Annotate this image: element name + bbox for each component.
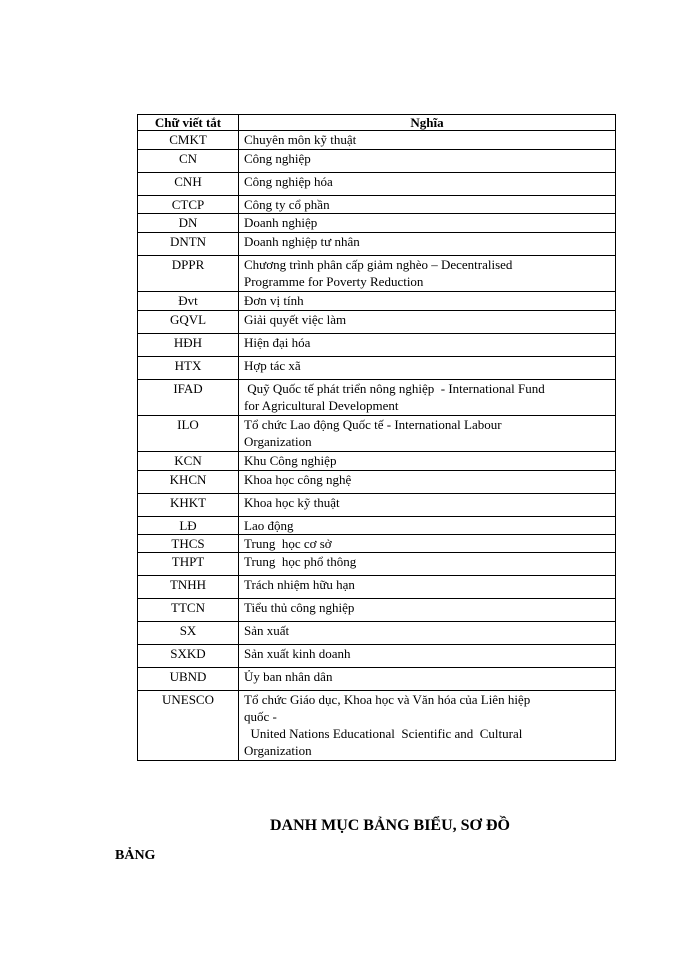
abbreviation-cell: LĐ: [138, 517, 239, 535]
table-row: [138, 553, 616, 576]
table-row: [138, 214, 616, 233]
meaning-cell: [239, 150, 616, 173]
abbreviation-cell: TNHH: [138, 576, 239, 599]
meaning-line: Chương trình phân cấp giảm nghèo – Decentralised: [244, 257, 513, 272]
table-row: [138, 334, 616, 357]
meaning-line: Công nghiệp: [244, 151, 311, 166]
abbreviation-cell: SX: [138, 622, 239, 645]
meaning-line: Chuyên môn kỹ thuật: [244, 132, 357, 147]
meaning-line: Quỹ Quốc tế phát triển nông nghiệp - International Fund: [244, 381, 545, 396]
abbreviation-cell: TTCN: [138, 599, 239, 622]
meaning-line: Sản xuất: [244, 623, 290, 638]
abbreviation-cell: KHCN: [138, 471, 239, 494]
abbreviation-cell: UBND: [138, 668, 239, 691]
meaning-cell: [239, 622, 616, 645]
table-row: [138, 535, 616, 553]
abbreviation-cell: IFAD: [138, 380, 239, 416]
meaning-cell: [239, 233, 616, 256]
abbreviation-cell: KCN: [138, 452, 239, 471]
table-row: [138, 357, 616, 380]
table-row: [138, 471, 616, 494]
meaning-line: Khoa học công nghệ: [244, 472, 352, 487]
meaning-line: Trung học phổ thông: [244, 554, 357, 569]
meaning-line: Giải quyết việc làm: [244, 312, 347, 327]
abbreviation-cell: GQVL: [138, 311, 239, 334]
table-row: [138, 494, 616, 517]
abbreviation-cell: THPT: [138, 553, 239, 576]
meaning-line: Trách nhiệm hữu hạn: [244, 577, 355, 592]
abbreviation-cell: THCS: [138, 535, 239, 553]
abbreviation-cell: UNESCO: [138, 691, 239, 761]
meaning-cell: [239, 196, 616, 214]
meaning-line: Doanh nghiệp: [244, 215, 318, 230]
meaning-cell: [239, 599, 616, 622]
meaning-cell: [239, 691, 616, 761]
abbreviation-cell: ILO: [138, 416, 239, 452]
meaning-line: Programme for Poverty Reduction: [244, 274, 424, 289]
meaning-cell: [239, 416, 616, 452]
meaning-cell: [239, 380, 616, 416]
table-row: [138, 196, 616, 214]
meaning-line: Khoa học kỹ thuật: [244, 495, 340, 510]
table-row: [138, 517, 616, 535]
meaning-cell: [239, 535, 616, 553]
meaning-line: Organization: [244, 434, 312, 449]
abbreviation-cell: HĐH: [138, 334, 239, 357]
table-row: [138, 380, 616, 416]
meaning-cell: [239, 311, 616, 334]
meaning-cell: [239, 214, 616, 233]
abbreviation-cell: KHKT: [138, 494, 239, 517]
meaning-cell: [239, 357, 616, 380]
meaning-cell: [239, 452, 616, 471]
meaning-cell: [239, 494, 616, 517]
meaning-line: Trung học cơ sở: [244, 536, 332, 551]
meaning-cell: [239, 173, 616, 196]
meaning-line: Tổ chức Giáo dục, Khoa học và Văn hóa của Liên hiệp: [244, 692, 531, 707]
table-header-row: [138, 115, 616, 131]
meaning-line: Tổ chức Lao động Quốc tế - International Labour: [244, 417, 502, 432]
abbreviation-cell: DNTN: [138, 233, 239, 256]
meaning-cell: [239, 256, 616, 292]
abbreviation-cell: CN: [138, 150, 239, 173]
section-heading: DANH MỤC BẢNG BIỂU, SƠ ĐỒ: [269, 817, 510, 834]
abbreviation-cell: SXKD: [138, 645, 239, 668]
meaning-line: Tiểu thủ công nghiệp: [244, 600, 355, 615]
sub-heading: BẢNG: [115, 848, 156, 863]
table-row: [138, 173, 616, 196]
table-row: [138, 311, 616, 334]
meaning-line: Hợp tác xã: [244, 358, 301, 373]
meaning-cell: [239, 645, 616, 668]
meaning-cell: [239, 131, 616, 150]
table-row: [138, 452, 616, 471]
meaning-cell: [239, 517, 616, 535]
abbreviation-cell: CTCP: [138, 196, 239, 214]
abbreviation-cell: DPPR: [138, 256, 239, 292]
meaning-line: quốc -: [244, 709, 277, 724]
header-meaning: Nghĩa: [239, 115, 616, 131]
meaning-line: Doanh nghiệp tư nhân: [244, 234, 360, 249]
meaning-line: United Nations Educational Scientific and Cultural: [244, 726, 523, 741]
abbreviation-cell: CNH: [138, 173, 239, 196]
meaning-line: Khu Công nghiệp: [244, 453, 337, 468]
header-abbreviation: Chữ viết tắt: [138, 115, 239, 131]
meaning-line: Đơn vị tính: [244, 293, 304, 308]
table-row: [138, 292, 616, 311]
table-row: [138, 645, 616, 668]
meaning-cell: [239, 553, 616, 576]
table-row: [138, 150, 616, 173]
meaning-line: Organization: [244, 743, 312, 758]
meaning-cell: [239, 292, 616, 311]
table-row: [138, 622, 616, 645]
meaning-cell: [239, 668, 616, 691]
meaning-line: Ủy ban nhân dân: [244, 669, 333, 684]
meaning-cell: [239, 334, 616, 357]
abbreviation-cell: CMKT: [138, 131, 239, 150]
table-row: [138, 691, 616, 761]
meaning-cell: [239, 471, 616, 494]
table-row: [138, 576, 616, 599]
abbreviation-cell: HTX: [138, 357, 239, 380]
table-row: [138, 416, 616, 452]
meaning-line: for Agricultural Development: [244, 398, 399, 413]
abbreviation-cell: DN: [138, 214, 239, 233]
table-row: [138, 256, 616, 292]
abbreviation-cell: Đvt: [138, 292, 239, 311]
table-row: [138, 668, 616, 691]
meaning-line: Lao động: [244, 518, 294, 533]
meaning-cell: [239, 576, 616, 599]
table-row: [138, 599, 616, 622]
abbreviations-table: [137, 114, 616, 761]
meaning-line: Công ty cổ phần: [244, 197, 330, 212]
meaning-line: Hiện đại hóa: [244, 335, 311, 350]
table-body: [138, 131, 616, 761]
meaning-line: Sản xuất kinh doanh: [244, 646, 351, 661]
table-row: [138, 233, 616, 256]
meaning-line: Công nghiệp hóa: [244, 174, 333, 189]
table-row: [138, 131, 616, 150]
